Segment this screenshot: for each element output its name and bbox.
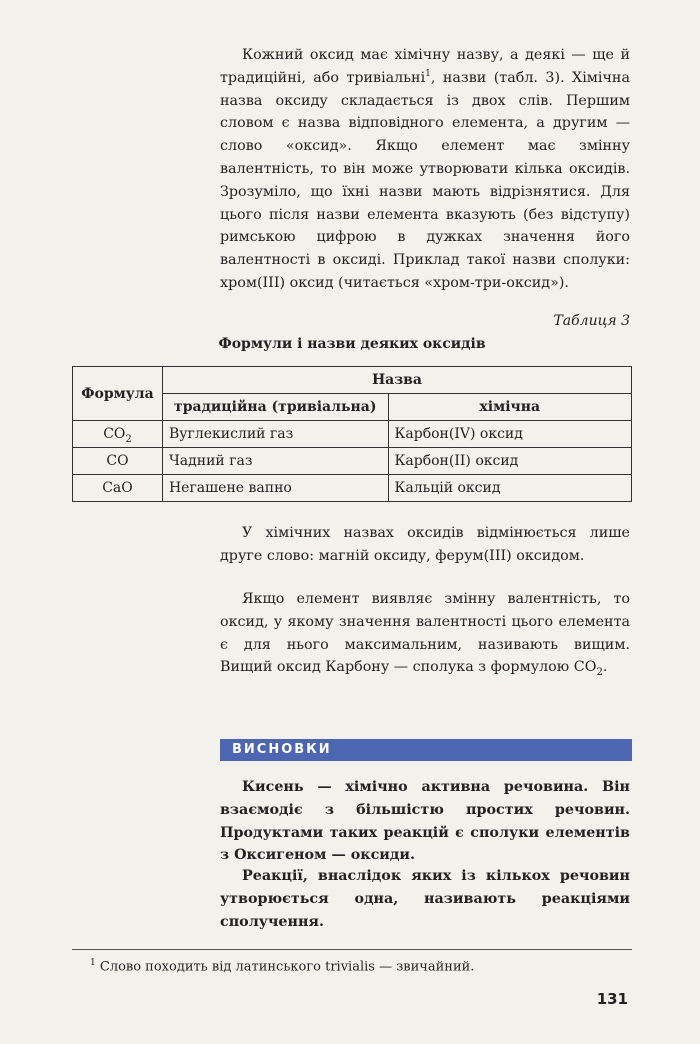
- traditional-cell: Чадний газ: [162, 448, 388, 475]
- chemical-cell: Карбон(II) оксид: [388, 448, 631, 475]
- footnote-divider: [72, 949, 632, 950]
- higher-oxide-paragraph: Якщо елемент виявляє змінну валентність, то оксид, у якому значення валентності цього елемента є для нього максимальним, називають вищим. Вищий оксид Карбону — сполука з формулою $CO_2$.: [220, 591, 630, 679]
- formula-cell: CaO: [73, 475, 163, 502]
- header-traditional: традиційна (тривіальна): [162, 394, 388, 421]
- oxides-table: [72, 366, 632, 502]
- table-caption-number: Таблиця 3: [553, 313, 630, 329]
- table-row: [73, 475, 632, 502]
- chemical-cell: Карбон(IV) оксид: [388, 421, 631, 448]
- conclusion-paragraph: Реакції, внаслідок яких із кількох речовин утворюється одна, називають реакціями сполучення.: [220, 868, 630, 930]
- table-row: [73, 448, 632, 475]
- traditional-cell: Вуглекислий газ: [162, 421, 388, 448]
- table-row: [73, 421, 632, 448]
- header-name: Назва: [162, 367, 631, 394]
- conclusion-paragraph: Кисень — хімічно активна речовина. Він взаємодіє з більшістю простих речовин. Продуктами таких реакцій є сполуки елементів з Оксигеном — оксиди.: [220, 779, 630, 864]
- header-formula: Формула: [73, 367, 163, 421]
- declension-paragraph: У хімічних назвах оксидів відмінюється лише друге слово: магній оксиду, ферум(III) оксидом.: [220, 525, 630, 564]
- conclusions-banner: ВИСНОВКИ: [220, 739, 632, 761]
- table-title: Формули і назви деяких оксидів: [218, 336, 486, 352]
- intro-paragraph: Кожний оксид має хімічну назву, а деякі — ще й традиційні, або тривіальні$^1$, назви (табл. 3). Хімічна назва оксиду складається із двох слів. Першим словом є назва відповідного елемента, а другим — слово «оксид». Якщо елемент має змінну валентність, то він може утворювати кілька оксидів. Зрозуміло, що їхні назви мають відрізнятися. Для цього після назви елемента вказують (без відступу) римською цифрою в дужках значення його валентності в оксиді. Приклад такої назви сполуки: хром(III) оксид (читається «хром-три-оксид»).: [220, 47, 630, 291]
- chemical-cell: Кальцій оксид: [388, 475, 631, 502]
- footnote-ref: 1: [425, 69, 431, 80]
- formula-cell: CO: [73, 448, 163, 475]
- page-number: 131: [596, 990, 628, 1008]
- header-chemical: хімічна: [388, 394, 631, 421]
- footnote: $^1$ Слово походить від латинського trivialis — звичайний.: [90, 958, 475, 975]
- traditional-cell: Негашене вапно: [162, 475, 388, 502]
- formula-cell: $CO_2$: [73, 421, 163, 448]
